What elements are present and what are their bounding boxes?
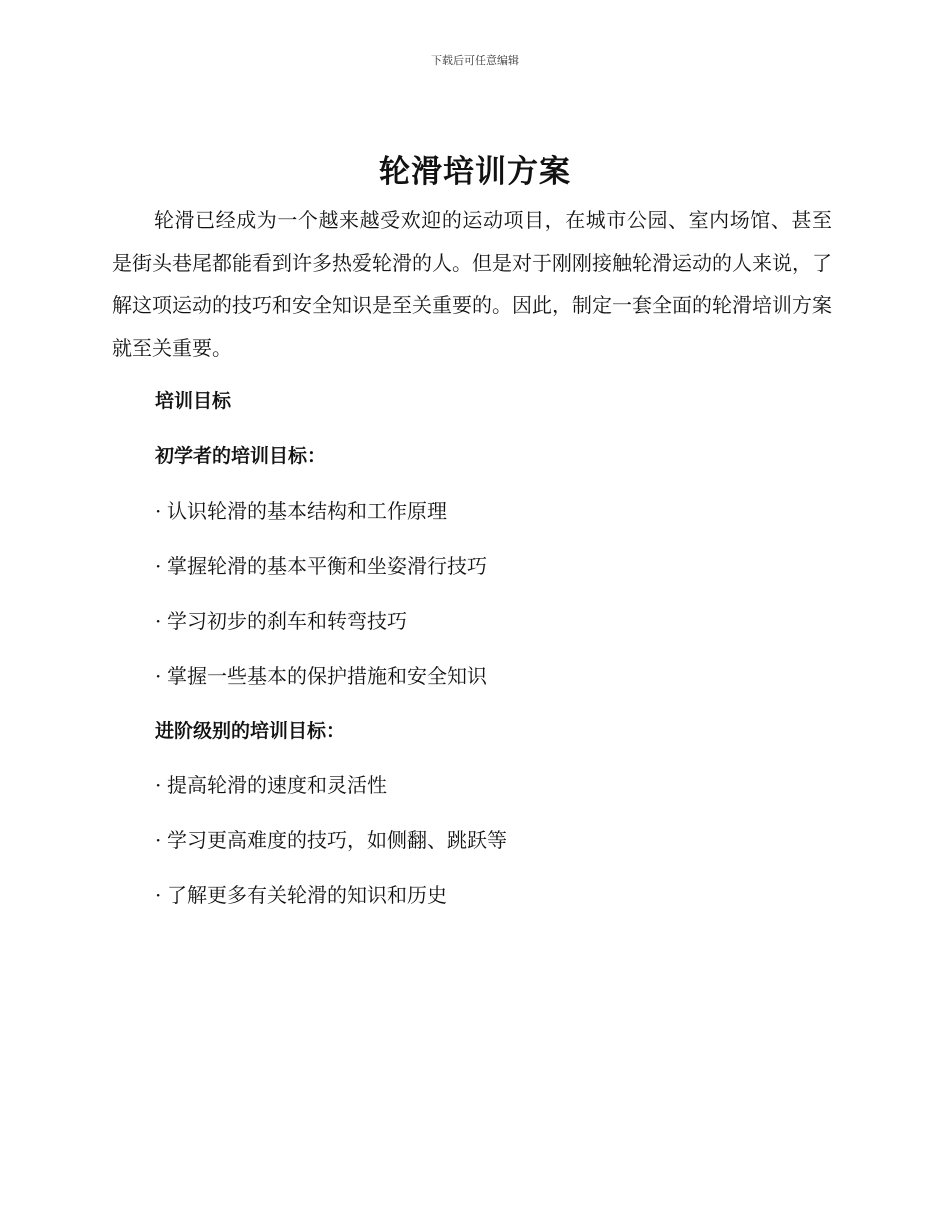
beginner-goal-item	[155, 551, 855, 581]
advanced-goal-text: 了解更多有关轮滑的知识和历史	[167, 883, 447, 907]
header-note: 下载后可任意编辑	[431, 54, 519, 67]
bullet-icon: ·	[155, 883, 162, 907]
beginner-goal-text: 掌握轮滑的基本平衡和坐姿滑行技巧	[167, 554, 487, 578]
beginner-goal-item	[155, 606, 855, 636]
advanced-goal-item	[155, 770, 855, 800]
beginner-goal-text: 认识轮滑的基本结构和工作原理	[167, 499, 447, 523]
document-title: 轮滑培训方案	[379, 154, 571, 190]
bullet-icon: ·	[155, 664, 162, 688]
bullet-icon: ·	[155, 828, 162, 852]
beginner-goal-item	[155, 496, 855, 526]
advanced-goal-text: 学习更高难度的技巧，如侧翻、跳跃等	[167, 828, 507, 852]
advanced-goal-item	[155, 825, 855, 855]
section-heading-training-goals: 培训目标	[155, 390, 232, 412]
advanced-goal-item	[155, 880, 855, 910]
bullet-icon: ·	[155, 554, 162, 578]
beginner-goal-text: 掌握一些基本的保护措施和安全知识	[167, 664, 487, 688]
bullet-icon: ·	[155, 499, 162, 523]
bullet-icon: ·	[155, 609, 162, 633]
beginner-goal-text: 学习初步的刹车和转弯技巧	[167, 609, 407, 633]
bullet-icon: ·	[155, 773, 162, 797]
advanced-goal-text: 提高轮滑的速度和灵活性	[167, 773, 387, 797]
advanced-goals-heading: 进阶级别的培训目标：	[155, 720, 346, 742]
intro-paragraph: 轮滑已经成为一个越来越受欢迎的运动项目，在城市公园、室内场馆、甚至是街头巷尾都能看到许多热爱轮滑的人。但是对于刚刚接触轮滑运动的人来说，了解这项运动的技巧和安全知识是至关重要的。因此，制定一套全面的轮滑培训方案就至关重要。	[112, 208, 832, 360]
beginner-goals-heading: 初学者的培训目标：	[155, 445, 327, 467]
beginner-goal-item	[155, 661, 855, 691]
